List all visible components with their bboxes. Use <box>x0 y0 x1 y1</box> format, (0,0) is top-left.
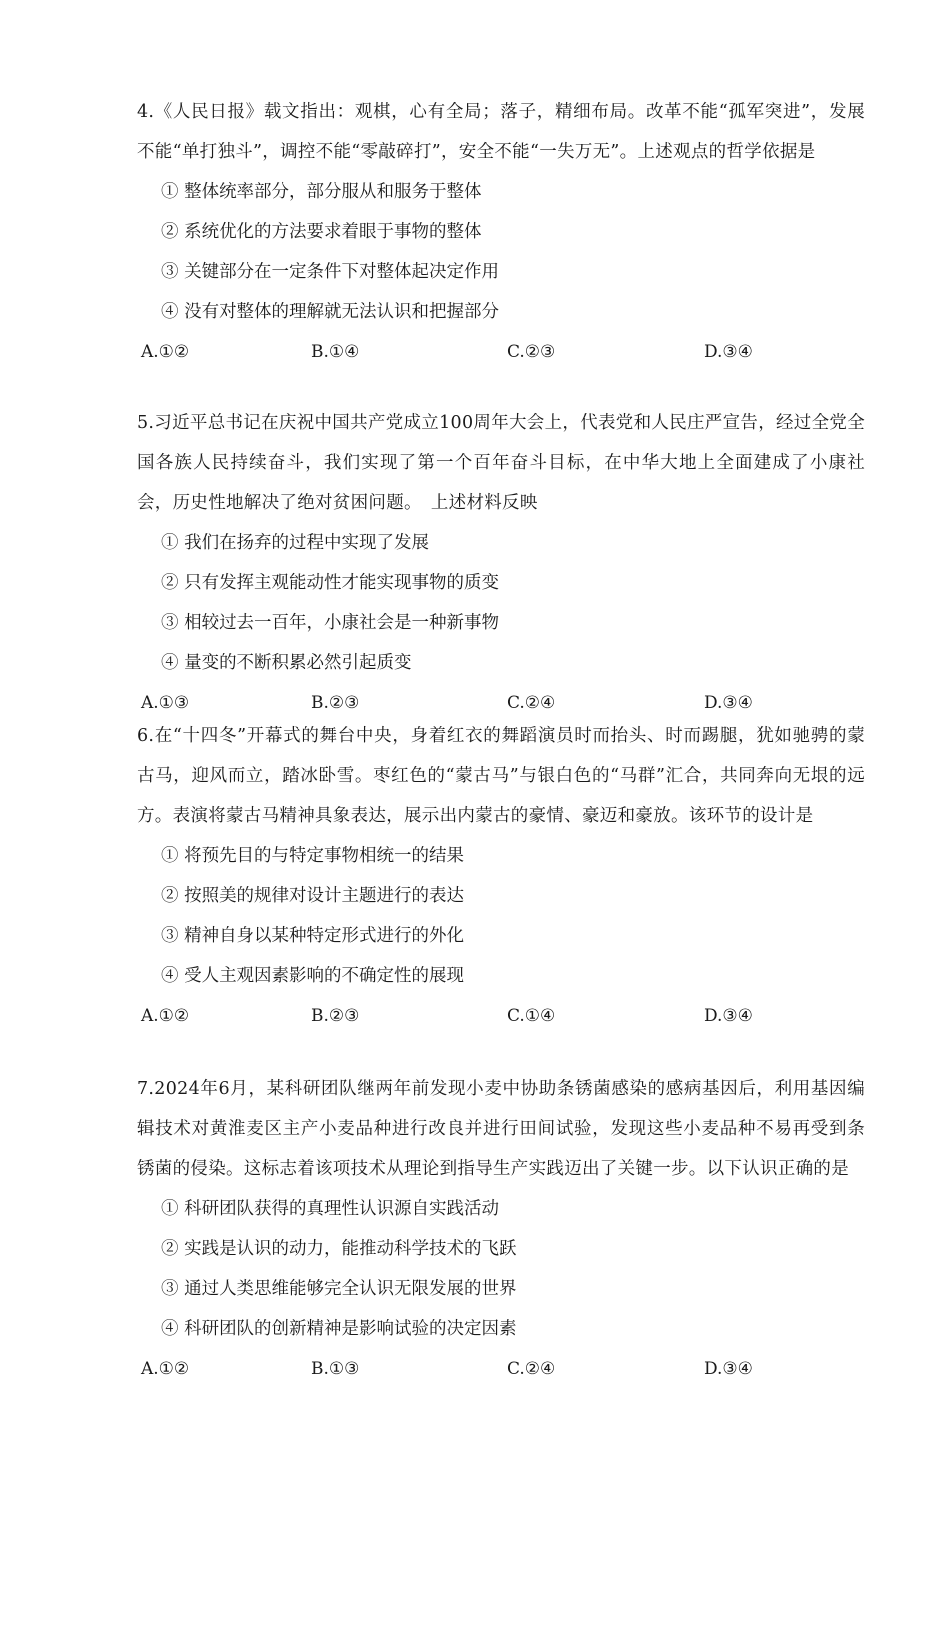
choice-b: B.②③ <box>311 1006 360 1026</box>
option-4: ④ 量变的不断积累必然引起质变 <box>161 653 412 673</box>
choice-a: A.①② <box>141 342 190 362</box>
option-3: ③ 精神自身以某种特定形式进行的外化 <box>161 926 465 946</box>
question-stem: 5.习近平总书记在庆祝中国共产党成立100周年大会上，代表党和人民庄严宣告，经过全党全国各族人民持续奋斗，我们实现了第一个百年奋斗目标，在中华大地上全面建成了小康社会，历史性地解决了绝对贫困问题。 上述材料反映 <box>137 413 865 513</box>
choice-b: B.②③ <box>311 693 360 713</box>
answer-choices <box>137 1349 865 1389</box>
choice-c: C.②④ <box>507 1359 556 1379</box>
choice-a: A.①② <box>141 1359 190 1379</box>
question-stem: 7.2024年6月，某科研团队继两年前发现小麦中协助条锈菌感染的感病基因后，利用基因编辑技术对黄淮麦区主产小麦品种进行改良并进行田间试验，发现这些小麦品种不易再受到条锈菌的侵染。这标志着该项技术从理论到指导生产实践迈出了关键一步。以下认识正确的是 <box>137 1079 865 1179</box>
option-2: ② 系统优化的方法要求着眼于事物的整体 <box>161 222 482 242</box>
choice-a: A.①③ <box>141 693 190 713</box>
option-3: ③ 关键部分在一定条件下对整体起决定作用 <box>161 262 500 282</box>
choice-d: D.③④ <box>704 1006 753 1026</box>
choice-d: D.③④ <box>704 342 753 362</box>
answer-choices <box>137 332 865 372</box>
question-4 <box>137 92 865 372</box>
option-4: ④ 受人主观因素影响的不确定性的展现 <box>161 966 465 986</box>
option-4: ④ 没有对整体的理解就无法认识和把握部分 <box>161 302 500 322</box>
choice-b: B.①④ <box>311 342 360 362</box>
option-1: ① 将预先目的与特定事物相统一的结果 <box>161 846 465 866</box>
choice-c: C.②④ <box>507 693 556 713</box>
option-2: ② 只有发挥主观能动性才能实现事物的质变 <box>161 573 500 593</box>
answer-choices <box>137 996 865 1036</box>
option-2: ② 实践是认识的动力，能推动科学技术的飞跃 <box>161 1239 517 1259</box>
option-3: ③ 相较过去一百年，小康社会是一种新事物 <box>161 613 500 633</box>
choice-a: A.①② <box>141 1006 190 1026</box>
question-6 <box>137 716 865 1036</box>
option-3: ③ 通过人类思维能够完全认识无限发展的世界 <box>161 1279 517 1299</box>
option-1: ① 我们在扬弃的过程中实现了发展 <box>161 533 430 553</box>
question-5 <box>137 403 865 723</box>
question-stem: 4.《人民日报》载文指出：观棋，心有全局；落子，精细布局。改革不能“孤军突进”，发展不能“单打独斗”，调控不能“零敲碎打”，安全不能“一失万无”。上述观点的哲学依据是 <box>137 102 865 162</box>
option-1: ① 整体统率部分，部分服从和服务于整体 <box>161 182 482 202</box>
question-stem: 6.在“十四冬”开幕式的舞台中央，身着红衣的舞蹈演员时而抬头、时而踢腿，犹如驰骋的蒙古马，迎风而立，踏冰卧雪。枣红色的“蒙古马”与银白色的“马群”汇合，共同奔向无垠的远方。表演将蒙古马精神具象表达，展示出内蒙古的豪情、豪迈和豪放。该环节的设计是 <box>137 726 865 826</box>
choice-c: C.②③ <box>507 342 556 362</box>
option-2: ② 按照美的规律对设计主题进行的表达 <box>161 886 465 906</box>
choice-d: D.③④ <box>704 693 753 713</box>
choice-b: B.①③ <box>311 1359 360 1379</box>
choice-d: D.③④ <box>704 1359 753 1379</box>
choice-c: C.①④ <box>507 1006 556 1026</box>
question-7 <box>137 1069 865 1389</box>
option-4: ④ 科研团队的创新精神是影响试验的决定因素 <box>161 1319 517 1339</box>
option-1: ① 科研团队获得的真理性认识源自实践活动 <box>161 1199 500 1219</box>
